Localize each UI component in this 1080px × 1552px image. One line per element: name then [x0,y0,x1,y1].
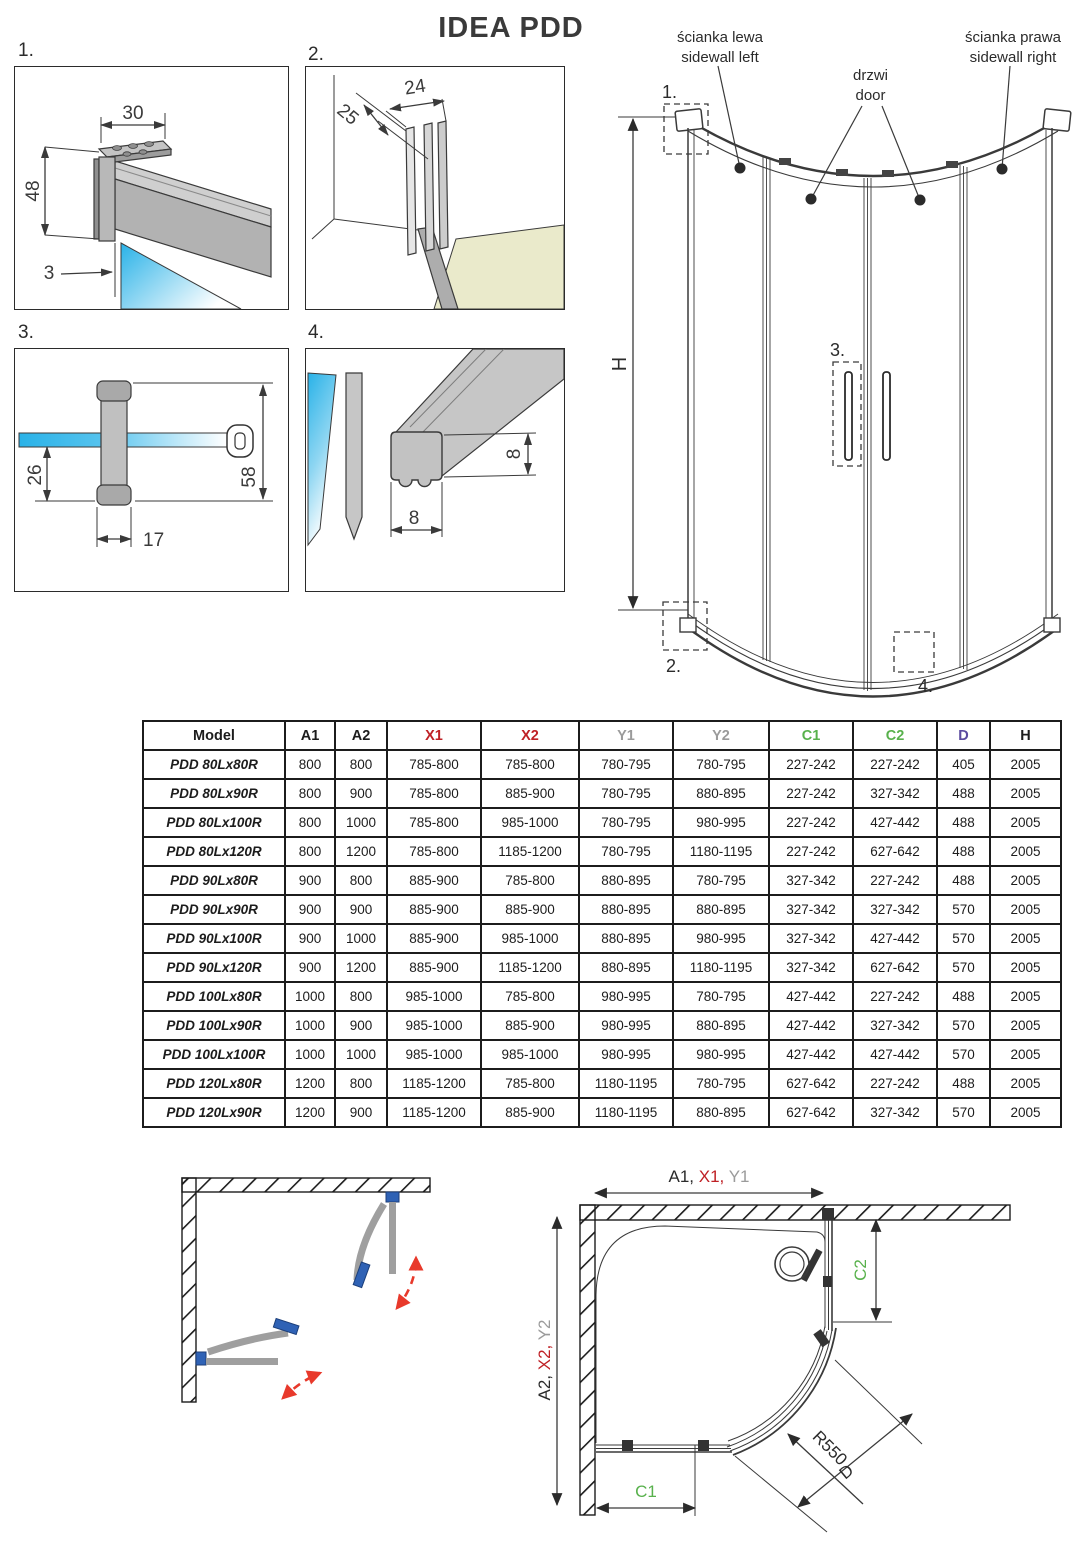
label-sidewall-left-pl: ścianka lewa [677,29,763,46]
handle-knob [227,425,253,457]
detail-2-drawing [306,67,564,309]
value-cell: 780-795 [673,982,769,1011]
svg-text:A1, X1, Y1: A1, X1, Y1 [668,1167,750,1186]
model-cell: PDD 80Lx120R [143,837,285,866]
value-cell: 1200 [335,837,387,866]
value-cell: 327-342 [853,895,937,924]
value-cell: 570 [937,924,990,953]
door-swing-schematic [150,1170,500,1420]
value-cell: 427-442 [853,808,937,837]
dimension-3 [44,243,121,299]
value-cell: 2005 [990,750,1061,779]
col-header-y1: Y1 [579,721,673,750]
value-cell: 780-795 [673,1069,769,1098]
value-cell: 488 [937,779,990,808]
value-cell: 880-895 [579,953,673,982]
model-cell: PDD 80Lx90R [143,779,285,808]
table-row [143,953,1061,982]
wall-left [182,1178,196,1402]
wall-profile [346,373,362,539]
value-cell: 327-342 [769,953,853,982]
value-cell: 227-242 [853,866,937,895]
wall-profile-front [99,157,115,241]
value-cell: 2005 [990,953,1061,982]
value-cell: 885-900 [481,779,579,808]
value-cell: 1000 [285,1011,335,1040]
value-cell: 985-1000 [387,1040,481,1069]
model-cell: PDD 80Lx80R [143,750,285,779]
value-cell: 880-895 [673,895,769,924]
value-cell: 405 [937,750,990,779]
model-cell: PDD 120Lx90R [143,1098,285,1127]
value-cell: 1000 [335,808,387,837]
value-cell: 570 [937,1098,990,1127]
value-cell: 880-895 [673,1098,769,1127]
value-cell: 2005 [990,1011,1061,1040]
value-cell: 488 [937,808,990,837]
detail-4-drawing [306,349,564,591]
detail-2-number: 2. [308,44,324,65]
value-cell: 327-342 [853,779,937,808]
spec-table-body [143,750,1061,1127]
table-row [143,982,1061,1011]
svg-text:24: 24 [403,75,428,100]
value-cell: 900 [285,895,335,924]
value-cell: 800 [335,982,387,1011]
door-lower [196,1319,299,1365]
value-cell: 785-800 [387,808,481,837]
col-header-a2: A2 [335,721,387,750]
value-cell: 880-895 [579,895,673,924]
value-cell: 785-800 [387,750,481,779]
value-cell: 780-795 [579,779,673,808]
detail-3-drawing [15,349,288,591]
elevation-drawing [600,20,1080,700]
svg-text:26: 26 [25,464,46,486]
detail-1-box [14,66,289,310]
svg-text:2.: 2. [666,656,682,676]
value-cell: 785-800 [481,866,579,895]
handle-bar [97,381,131,505]
dimension-a1-x1-y1 [595,1167,823,1193]
spec-table-head-row [143,721,1061,750]
model-cell: PDD 90Lx90R [143,895,285,924]
table-row [143,1011,1061,1040]
value-cell: 2005 [990,866,1061,895]
model-cell: PDD 90Lx80R [143,866,285,895]
value-cell: 1180-1195 [673,953,769,982]
label-sidewall-left-en: sidewall left [681,48,759,66]
svg-text:R550: R550 [808,1427,851,1470]
value-cell: 227-242 [769,779,853,808]
value-cell: 488 [937,837,990,866]
value-cell: 785-800 [481,982,579,1011]
value-cell: 900 [335,895,387,924]
value-cell: 900 [285,866,335,895]
value-cell: 785-800 [387,837,481,866]
svg-text:58: 58 [239,466,260,488]
value-cell: 2005 [990,982,1061,1011]
table-row [143,895,1061,924]
model-cell: PDD 80Lx100R [143,808,285,837]
value-cell: 488 [937,1069,990,1098]
value-cell: 800 [285,837,335,866]
detail-3-number: 3. [18,322,34,343]
col-header-d: D [937,721,990,750]
value-cell: 1000 [285,982,335,1011]
dimension-30 [101,103,165,143]
detail-1-drawing [15,67,288,309]
dimension-48 [23,147,99,239]
col-header-h: H [990,721,1061,750]
value-cell: 1185-1200 [481,953,579,982]
value-cell: 1180-1195 [579,1098,673,1127]
value-cell: 227-242 [769,808,853,837]
value-cell: 885-900 [387,866,481,895]
dimension-26 [25,447,95,501]
model-cell: PDD 100Lx90R [143,1011,285,1040]
value-cell: 327-342 [853,1011,937,1040]
value-cell: 780-795 [673,750,769,779]
dimension-a2-x2-y2 [535,1217,557,1505]
value-cell: 2005 [990,895,1061,924]
wall-profile-side [94,159,99,239]
value-cell: 880-895 [673,779,769,808]
value-cell: 427-442 [853,1040,937,1069]
value-cell: 780-795 [579,837,673,866]
svg-text:C1: C1 [635,1482,657,1501]
value-cell: 780-795 [579,750,673,779]
svg-text:25: 25 [332,99,363,130]
value-cell: 227-242 [853,1069,937,1098]
seal-beam [391,349,564,487]
shower-tray [596,1226,825,1443]
table-row [143,750,1061,779]
label-door-en: door [855,86,886,104]
svg-text:8: 8 [408,508,420,529]
value-cell: 1185-1200 [481,837,579,866]
value-cell: 985-1000 [387,1011,481,1040]
value-cell: 980-995 [673,924,769,953]
dimension-17 [97,507,164,551]
value-cell: 885-900 [481,1011,579,1040]
value-cell: 1000 [335,924,387,953]
value-cell: 780-795 [579,808,673,837]
value-cell: 1200 [285,1098,335,1127]
dimension-24 [386,75,446,127]
value-cell: 2005 [990,1098,1061,1127]
value-cell: 885-900 [481,895,579,924]
label-sidewall-right-pl: ścianka prawa [965,29,1061,46]
svg-text:48: 48 [23,180,44,202]
col-header-x2: X2 [481,721,579,750]
col-header-model: Model [143,721,285,750]
value-cell: 900 [285,953,335,982]
model-cell: PDD 120Lx80R [143,1069,285,1098]
value-cell: 885-900 [387,924,481,953]
model-cell: PDD 100Lx100R [143,1040,285,1069]
value-cell: 800 [285,750,335,779]
value-cell: 885-900 [387,895,481,924]
table-row [143,1069,1061,1098]
value-cell: 985-1000 [481,924,579,953]
value-cell: 1000 [335,1040,387,1069]
value-cell: 570 [937,895,990,924]
slide-arrow-lower [283,1373,320,1398]
value-cell: 327-342 [769,895,853,924]
value-cell: 980-995 [579,982,673,1011]
value-cell: 880-895 [579,924,673,953]
svg-text:1.: 1. [662,82,678,102]
table-row [143,866,1061,895]
curved-doors [727,1249,836,1455]
value-cell: 785-800 [387,779,481,808]
value-cell: 980-995 [673,1040,769,1069]
sidewall-right-glass [822,1208,834,1331]
detail-3-box [14,348,289,592]
value-cell: 800 [335,1069,387,1098]
value-cell: 1185-1200 [387,1069,481,1098]
col-header-c2: C2 [853,721,937,750]
value-cell: 800 [335,750,387,779]
value-cell: 427-442 [769,1011,853,1040]
value-cell: 1185-1200 [387,1098,481,1127]
dimension-r550 [788,1427,863,1504]
dimension-c1 [597,1445,695,1516]
table-row [143,1040,1061,1069]
table-row [143,1098,1061,1127]
value-cell: 900 [335,1098,387,1127]
value-cell: 800 [285,808,335,837]
value-cell: 785-800 [481,750,579,779]
svg-text:3: 3 [43,263,55,284]
page-title: IDEA PDD [438,12,584,44]
detail-2-box [305,66,565,310]
value-cell: 800 [335,866,387,895]
value-cell: 900 [335,779,387,808]
dimension-8-horizontal [391,482,442,537]
value-cell: 2005 [990,808,1061,837]
model-cell: PDD 90Lx120R [143,953,285,982]
value-cell: 1200 [335,953,387,982]
value-cell: 985-1000 [387,982,481,1011]
height-dimension [609,117,688,610]
value-cell: 427-442 [769,1040,853,1069]
col-header-c1: C1 [769,721,853,750]
value-cell: 1000 [285,1040,335,1069]
value-cell: 570 [937,953,990,982]
value-cell: 900 [335,1011,387,1040]
value-cell: 488 [937,866,990,895]
value-cell: 427-442 [769,982,853,1011]
value-cell: 570 [937,1040,990,1069]
showerhead-symbol [775,1247,809,1281]
svg-text:C2: C2 [851,1259,870,1281]
door-upper [353,1192,399,1288]
bottom-profiles [406,121,448,255]
model-cell: PDD 90Lx100R [143,924,285,953]
svg-text:D: D [835,1460,858,1484]
value-cell: 227-242 [769,750,853,779]
value-cell: 570 [937,1011,990,1040]
svg-text:4.: 4. [918,676,934,696]
value-cell: 227-242 [853,750,937,779]
value-cell: 2005 [990,1040,1061,1069]
wall-top [580,1205,1010,1220]
svg-text:17: 17 [143,530,165,551]
value-cell: 2005 [990,1069,1061,1098]
svg-text:H: H [609,356,631,372]
callout-4 [894,632,934,696]
value-cell: 2005 [990,779,1061,808]
model-cell: PDD 100Lx80R [143,982,285,1011]
table-row [143,779,1061,808]
detail-4-box [305,348,565,592]
value-cell: 2005 [990,837,1061,866]
value-cell: 627-642 [853,953,937,982]
value-cell: 985-1000 [481,808,579,837]
svg-text:A2, X2, Y2: A2, X2, Y2 [535,1319,554,1401]
svg-text:8: 8 [504,448,525,460]
glass-panel [308,373,336,545]
value-cell: 227-242 [853,982,937,1011]
value-cell: 627-642 [853,837,937,866]
value-cell: 1200 [285,1069,335,1098]
top-rail [675,109,1071,187]
value-cell: 1180-1195 [579,1069,673,1098]
value-cell: 327-342 [769,924,853,953]
value-cell: 488 [937,982,990,1011]
svg-text:30: 30 [122,103,144,124]
value-cell: 427-442 [853,924,937,953]
sidewall-bottom-glass [596,1440,732,1452]
slide-arrow-upper [397,1258,416,1308]
value-cell: 980-995 [579,1011,673,1040]
value-cell: 980-995 [673,808,769,837]
value-cell: 980-995 [579,1040,673,1069]
dimension-table-wrap [142,720,1062,1128]
wall-top [182,1178,430,1192]
wall-left [580,1205,595,1515]
value-cell: 885-900 [481,1098,579,1127]
detail-1-number: 1. [18,40,34,61]
table-row [143,924,1061,953]
glass-panels [688,128,1052,691]
value-cell: 785-800 [481,1069,579,1098]
value-cell: 627-642 [769,1098,853,1127]
table-row [143,837,1061,866]
value-cell: 327-342 [853,1098,937,1127]
value-cell: 627-642 [769,1069,853,1098]
dimension-c2 [833,1220,892,1322]
value-cell: 780-795 [673,866,769,895]
col-header-x1: X1 [387,721,481,750]
value-cell: 880-895 [579,866,673,895]
value-cell: 885-900 [387,953,481,982]
col-header-y2: Y2 [673,721,769,750]
dimension-table [142,720,1062,1128]
seal-cross-section [391,432,442,487]
value-cell: 800 [285,779,335,808]
value-cell: 1180-1195 [673,837,769,866]
callout-2 [663,602,707,676]
value-cell: 227-242 [769,837,853,866]
value-cell: 985-1000 [481,1040,579,1069]
col-header-a1: A1 [285,721,335,750]
detail-4-number: 4. [308,322,324,343]
value-cell: 327-342 [769,866,853,895]
value-cell: 880-895 [673,1011,769,1040]
bottom-rail [680,614,1060,697]
value-cell: 2005 [990,924,1061,953]
value-cell: 900 [285,924,335,953]
plan-view-drawing [530,1160,1030,1552]
svg-text:3.: 3. [830,340,846,360]
label-sidewall-right-en: sidewall right [969,48,1057,66]
table-row [143,808,1061,837]
label-door-pl: drzwi [852,67,888,84]
